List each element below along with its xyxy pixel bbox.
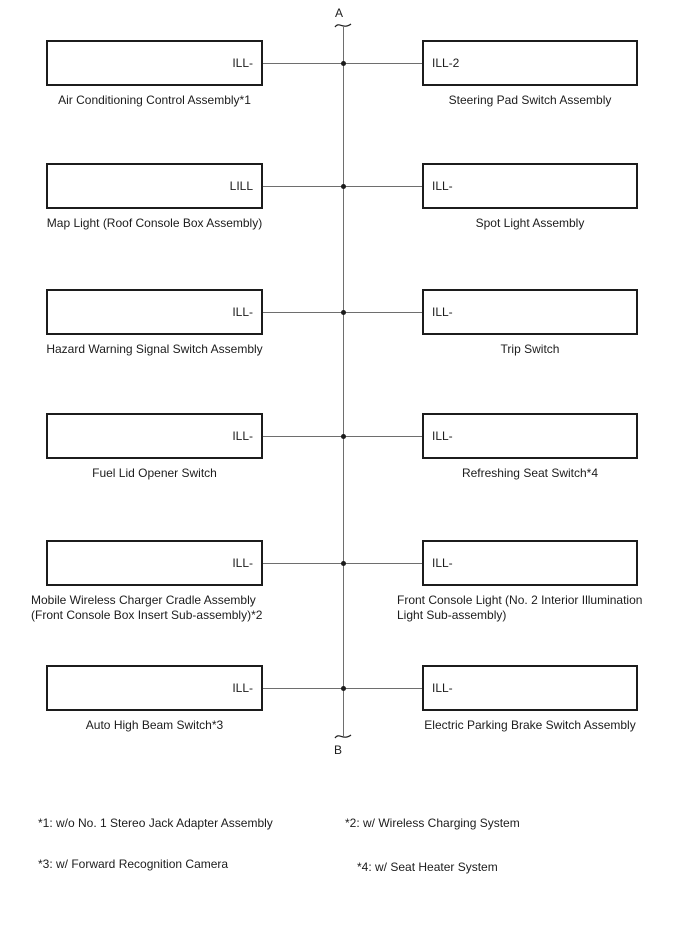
pin-label: ILL-: [232, 556, 253, 570]
component-label-line: Fuel Lid Opener Switch: [92, 466, 217, 480]
component-label-line: Map Light (Roof Console Box Assembly): [46, 216, 263, 230]
component-label: [26, 342, 283, 357]
component-box-right: [422, 40, 638, 86]
footnote-1: *1: w/o No. 1 Stereo Jack Adapter Assembly: [38, 816, 273, 830]
bus-connector-label-a: A: [334, 6, 344, 20]
component-label: [26, 466, 283, 481]
component-label: [402, 466, 658, 481]
wire-left: [263, 63, 343, 64]
pin-label: ILL-: [432, 681, 453, 695]
component-box-left: [46, 665, 263, 711]
component-label-line: Electric Parking Brake Switch Assembly: [424, 718, 636, 732]
component-label-line: Front Console Light (No. 2 Interior Illumination: [397, 593, 643, 607]
component-label: [31, 593, 262, 623]
component-label-line: Light Sub-assembly): [397, 608, 507, 622]
component-label-line: Hazard Warning Signal Switch Assembly: [46, 342, 263, 356]
pin-label: ILL-: [432, 305, 453, 319]
wire-left: [263, 563, 343, 564]
component-label-line: Spot Light Assembly: [475, 216, 585, 230]
component-box-right: [422, 163, 638, 209]
component-label-line: (Front Console Box Insert Sub-assembly)*2: [31, 608, 263, 622]
component-label-line: Trip Switch: [500, 342, 560, 356]
pin-label: ILL-: [432, 556, 453, 570]
junction-dot: [341, 434, 346, 439]
wire-right: [344, 563, 422, 564]
junction-dot: [341, 61, 346, 66]
component-box-right: [422, 413, 638, 459]
wire-left: [263, 688, 343, 689]
pin-label: ILL-: [432, 429, 453, 443]
component-box-left: [46, 40, 263, 86]
wire-right: [344, 688, 422, 689]
bus-line: [343, 27, 344, 736]
component-box-left: [46, 163, 263, 209]
pin-label: ILL-2: [432, 56, 460, 70]
wire-left: [263, 436, 343, 437]
pin-label: ILL-: [232, 681, 253, 695]
component-box-left: [46, 413, 263, 459]
junction-dot: [341, 561, 346, 566]
pin-label: LILL: [229, 179, 253, 193]
footnote-2: *2: w/ Wireless Charging System: [345, 816, 520, 830]
component-box-left: [46, 540, 263, 586]
footnote-4: *4: w/ Seat Heater System: [357, 860, 498, 874]
wire-right: [344, 312, 422, 313]
junction-dot: [341, 310, 346, 315]
junction-dot: [341, 184, 346, 189]
component-label-line: Auto High Beam Switch*3: [85, 718, 224, 732]
pin-label: ILL-: [432, 179, 453, 193]
component-label: [26, 93, 283, 108]
component-box-right: [422, 289, 638, 335]
footnote-3: *3: w/ Forward Recognition Camera: [38, 857, 229, 871]
component-label-line: Air Conditioning Control Assembly*1: [58, 93, 251, 107]
component-label: [26, 216, 283, 231]
component-label-line: Steering Pad Switch Assembly: [448, 93, 612, 107]
component-box-right: [422, 665, 638, 711]
wire-right: [344, 63, 422, 64]
wire-right: [344, 436, 422, 437]
component-label: [402, 342, 658, 357]
component-box-right: [422, 540, 638, 586]
wire-break-symbol-bottom: [333, 732, 353, 742]
pin-label: ILL-: [232, 305, 253, 319]
component-label: [402, 93, 658, 108]
pin-label: ILL-: [232, 56, 253, 70]
junction-dot: [341, 686, 346, 691]
component-label-line: Refreshing Seat Switch*4: [461, 466, 599, 480]
wire-left: [263, 312, 343, 313]
component-label: [402, 718, 658, 733]
component-box-left: [46, 289, 263, 335]
component-label: [402, 216, 658, 231]
component-label: [26, 718, 283, 733]
wire-right: [344, 186, 422, 187]
component-label: [397, 593, 642, 623]
bus-connector-label-b: B: [333, 743, 343, 757]
pin-label: ILL-: [232, 429, 253, 443]
component-label-line: Mobile Wireless Charger Cradle Assembly: [31, 593, 256, 607]
wire-left: [263, 186, 343, 187]
